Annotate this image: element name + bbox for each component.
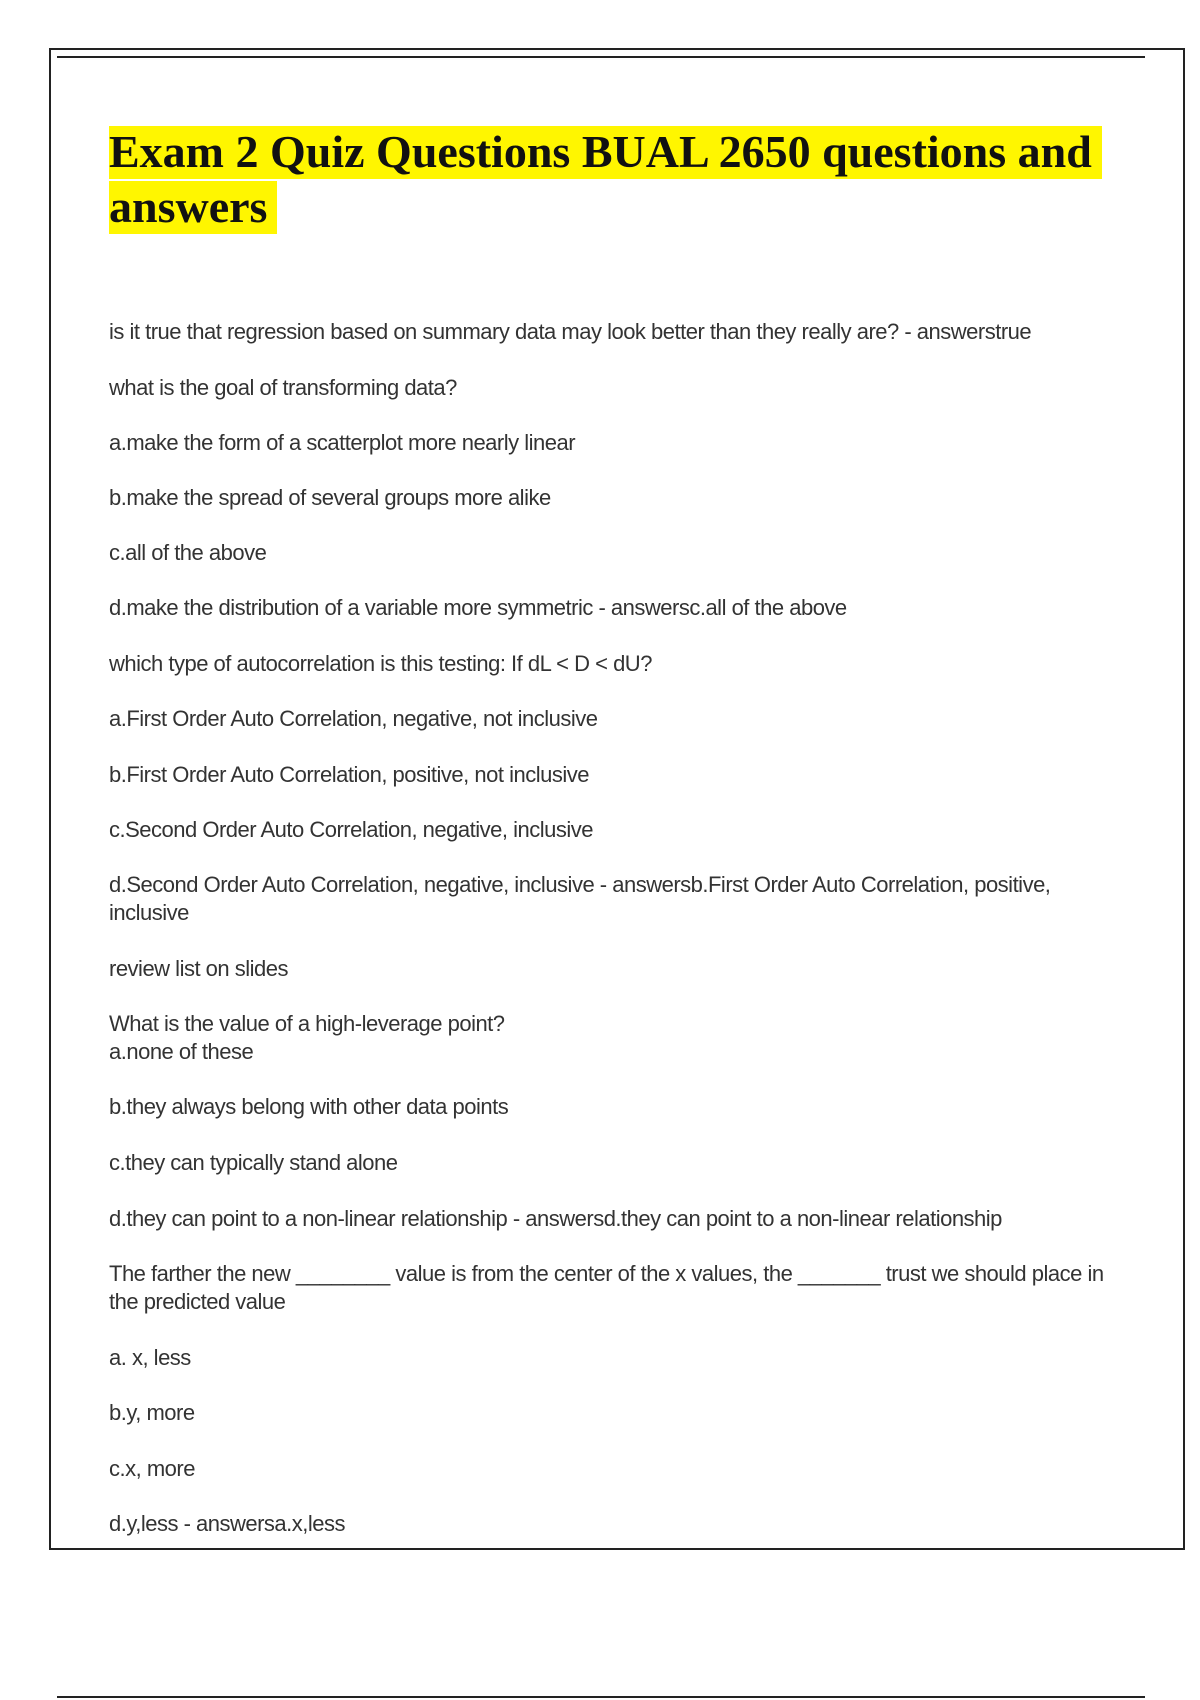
option-line: b.make the spread of several groups more alike (109, 485, 551, 510)
top-rule (57, 56, 1145, 58)
bottom-rule (57, 1696, 1145, 1698)
option-line: a. x, less (109, 1345, 191, 1370)
option-line: a.First Order Auto Correlation, negative, not inclusive (109, 706, 598, 731)
option-line: c.x, more (109, 1456, 195, 1481)
note-line: review list on slides (109, 956, 289, 981)
question-line: which type of autocorrelation is this testing: If dL < D < dU? (109, 651, 652, 676)
option-line: b.First Order Auto Correlation, positive, not inclusive (109, 762, 589, 787)
document-title (109, 124, 1109, 234)
question-line: is it true that regression based on summary data may look better than they really are? - answerstrue (109, 319, 1032, 344)
answer-line: d.y,less - answersa.x,less (109, 1511, 346, 1536)
option-line: a.make the form of a scatterplot more nearly linear (109, 430, 576, 455)
answer-line: d.make the distribution of a variable more symmetric - answersc.all of the above (109, 595, 847, 620)
question-line: The farther the new ________ value is from the center of the x values, the _______ trust we should place in the predicted value (109, 1261, 1104, 1314)
document-title-text: Exam 2 Quiz Questions BUAL 2650 questions and answers (109, 126, 1102, 234)
question-line: What is the value of a high-leverage point? a.none of these (109, 1011, 505, 1064)
answer-line: d.they can point to a non-linear relationship - answersd.they can point to a non-linear relationship (109, 1206, 1002, 1231)
option-line: c.they can typically stand alone (109, 1150, 398, 1175)
option-line: b.y, more (109, 1400, 195, 1425)
answer-line: d.Second Order Auto Correlation, negative, inclusive - answersb.First Order Auto Correlation, positive, inclusive (109, 872, 1051, 925)
document-body (109, 318, 1129, 1538)
question-line: what is the goal of transforming data? (109, 375, 457, 400)
option-line: b.they always belong with other data points (109, 1094, 509, 1119)
option-line: c.Second Order Auto Correlation, negative, inclusive (109, 817, 593, 842)
option-line: c.all of the above (109, 540, 267, 565)
